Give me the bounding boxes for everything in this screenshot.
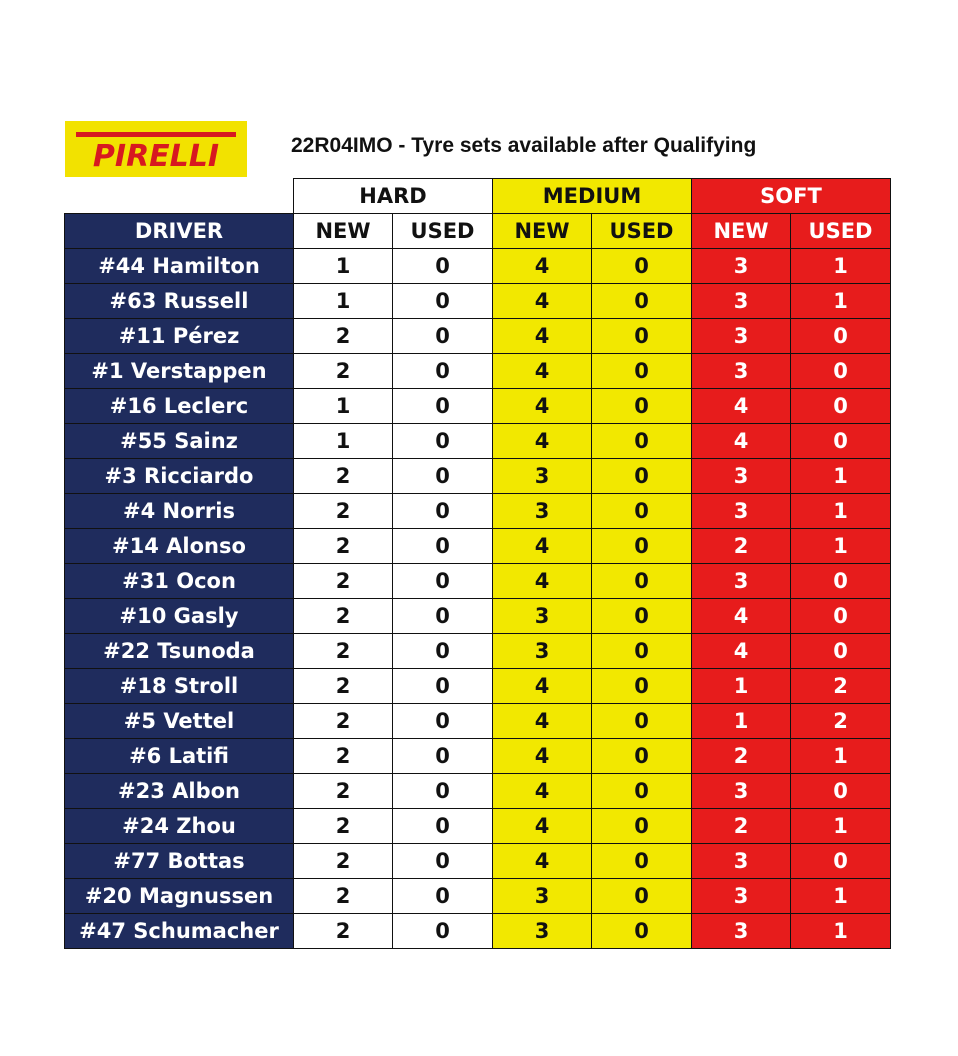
hard-used-cell: 0: [393, 529, 493, 564]
soft-new-cell: 4: [692, 599, 791, 634]
table-row: [65, 564, 891, 599]
table-row: [65, 354, 891, 389]
column-header-driver: DRIVER: [65, 214, 294, 249]
table-row: [65, 424, 891, 459]
soft-new-cell: 1: [692, 704, 791, 739]
compound-header-row: [65, 179, 891, 214]
driver-name: #18 Stroll: [65, 669, 294, 704]
compound-header-medium: MEDIUM: [493, 179, 692, 214]
table-row: [65, 529, 891, 564]
medium-used-cell: 0: [592, 914, 692, 949]
soft-used-cell: 0: [791, 634, 891, 669]
column-header-hard-used: USED: [393, 214, 493, 249]
hard-used-cell: 0: [393, 599, 493, 634]
hard-used-cell: 0: [393, 284, 493, 319]
medium-used-cell: 0: [592, 389, 692, 424]
page-title: 22R04IMO - Tyre sets available after Qualifying: [291, 134, 757, 157]
header-spacer: [65, 179, 294, 214]
soft-used-cell: 2: [791, 669, 891, 704]
soft-new-cell: 3: [692, 284, 791, 319]
pirelli-logo-wordmark: [74, 129, 238, 169]
driver-name: #3 Ricciardo: [65, 459, 294, 494]
hard-new-cell: 2: [294, 599, 393, 634]
hard-new-cell: 2: [294, 319, 393, 354]
hard-new-cell: 1: [294, 284, 393, 319]
soft-new-cell: 3: [692, 844, 791, 879]
medium-new-cell: 4: [493, 669, 592, 704]
medium-used-cell: 0: [592, 669, 692, 704]
table-row: [65, 844, 891, 879]
driver-name: #10 Gasly: [65, 599, 294, 634]
medium-new-cell: 4: [493, 564, 592, 599]
table-row: [65, 914, 891, 949]
driver-name: #31 Ocon: [65, 564, 294, 599]
table-row: [65, 459, 891, 494]
medium-new-cell: 4: [493, 284, 592, 319]
soft-new-cell: 2: [692, 739, 791, 774]
driver-name: #5 Vettel: [65, 704, 294, 739]
driver-name: #11 Pérez: [65, 319, 294, 354]
medium-used-cell: 0: [592, 739, 692, 774]
driver-name: #16 Leclerc: [65, 389, 294, 424]
medium-new-cell: 3: [493, 879, 592, 914]
medium-used-cell: 0: [592, 704, 692, 739]
hard-new-cell: 2: [294, 529, 393, 564]
hard-used-cell: 0: [393, 879, 493, 914]
medium-new-cell: 4: [493, 389, 592, 424]
soft-new-cell: 3: [692, 914, 791, 949]
table-row: [65, 669, 891, 704]
soft-used-cell: 1: [791, 529, 891, 564]
hard-used-cell: 0: [393, 634, 493, 669]
driver-name: #6 Latifi: [65, 739, 294, 774]
medium-new-cell: 4: [493, 739, 592, 774]
driver-name: #44 Hamilton: [65, 249, 294, 284]
column-header-hard-new: NEW: [294, 214, 393, 249]
medium-new-cell: 3: [493, 634, 592, 669]
soft-new-cell: 4: [692, 634, 791, 669]
table-row: [65, 494, 891, 529]
hard-new-cell: 2: [294, 494, 393, 529]
compound-header-soft: SOFT: [692, 179, 891, 214]
driver-name: #4 Norris: [65, 494, 294, 529]
hard-new-cell: 2: [294, 459, 393, 494]
medium-used-cell: 0: [592, 599, 692, 634]
column-header-medium-new: NEW: [493, 214, 592, 249]
hard-new-cell: 2: [294, 879, 393, 914]
driver-name: #63 Russell: [65, 284, 294, 319]
table-row: [65, 599, 891, 634]
hard-new-cell: 1: [294, 249, 393, 284]
driver-name: #22 Tsunoda: [65, 634, 294, 669]
soft-used-cell: 0: [791, 774, 891, 809]
soft-new-cell: 3: [692, 879, 791, 914]
hard-new-cell: 2: [294, 844, 393, 879]
hard-used-cell: 0: [393, 494, 493, 529]
hard-used-cell: 0: [393, 319, 493, 354]
table-row: [65, 319, 891, 354]
medium-new-cell: 3: [493, 914, 592, 949]
medium-new-cell: 4: [493, 809, 592, 844]
driver-name: #1 Verstappen: [65, 354, 294, 389]
soft-used-cell: 0: [791, 599, 891, 634]
soft-new-cell: 3: [692, 249, 791, 284]
hard-new-cell: 2: [294, 809, 393, 844]
soft-new-cell: 1: [692, 669, 791, 704]
soft-new-cell: 3: [692, 459, 791, 494]
driver-name: #24 Zhou: [65, 809, 294, 844]
hard-new-cell: 2: [294, 774, 393, 809]
hard-new-cell: 1: [294, 424, 393, 459]
medium-used-cell: 0: [592, 809, 692, 844]
hard-new-cell: 2: [294, 564, 393, 599]
medium-used-cell: 0: [592, 634, 692, 669]
hard-used-cell: 0: [393, 914, 493, 949]
soft-used-cell: 0: [791, 844, 891, 879]
hard-used-cell: 0: [393, 809, 493, 844]
soft-new-cell: 4: [692, 389, 791, 424]
medium-new-cell: 3: [493, 599, 592, 634]
medium-used-cell: 0: [592, 354, 692, 389]
column-header-soft-used: USED: [791, 214, 891, 249]
soft-new-cell: 2: [692, 529, 791, 564]
soft-used-cell: 2: [791, 704, 891, 739]
table-row: [65, 809, 891, 844]
pirelli-logo: [65, 121, 247, 177]
hard-used-cell: 0: [393, 564, 493, 599]
tyre-sets-table: [64, 178, 891, 949]
hard-new-cell: 2: [294, 739, 393, 774]
medium-new-cell: 4: [493, 319, 592, 354]
table-row: [65, 739, 891, 774]
table-row: [65, 284, 891, 319]
hard-used-cell: 0: [393, 844, 493, 879]
soft-new-cell: 3: [692, 319, 791, 354]
column-header-row: [65, 214, 891, 249]
soft-used-cell: 1: [791, 914, 891, 949]
compound-header-hard: HARD: [294, 179, 493, 214]
driver-name: #55 Sainz: [65, 424, 294, 459]
table-row: [65, 879, 891, 914]
medium-new-cell: 4: [493, 844, 592, 879]
table-row: [65, 249, 891, 284]
hard-new-cell: 2: [294, 634, 393, 669]
medium-new-cell: 4: [493, 704, 592, 739]
logo-text: PIRELLI: [92, 139, 220, 169]
medium-used-cell: 0: [592, 319, 692, 354]
driver-name: #47 Schumacher: [65, 914, 294, 949]
driver-name: #23 Albon: [65, 774, 294, 809]
hard-used-cell: 0: [393, 249, 493, 284]
hard-used-cell: 0: [393, 774, 493, 809]
driver-rows: [65, 249, 891, 949]
medium-used-cell: 0: [592, 844, 692, 879]
medium-used-cell: 0: [592, 564, 692, 599]
medium-new-cell: 4: [493, 354, 592, 389]
soft-used-cell: 1: [791, 879, 891, 914]
medium-used-cell: 0: [592, 424, 692, 459]
hard-used-cell: 0: [393, 389, 493, 424]
driver-name: #20 Magnussen: [65, 879, 294, 914]
soft-used-cell: 0: [791, 389, 891, 424]
medium-new-cell: 3: [493, 459, 592, 494]
medium-used-cell: 0: [592, 529, 692, 564]
medium-used-cell: 0: [592, 284, 692, 319]
table-row: [65, 389, 891, 424]
soft-used-cell: 1: [791, 494, 891, 529]
soft-used-cell: 1: [791, 459, 891, 494]
column-header-soft-new: NEW: [692, 214, 791, 249]
table-row: [65, 704, 891, 739]
medium-new-cell: 4: [493, 529, 592, 564]
column-header-medium-used: USED: [592, 214, 692, 249]
soft-used-cell: 0: [791, 424, 891, 459]
hard-used-cell: 0: [393, 459, 493, 494]
soft-new-cell: 2: [692, 809, 791, 844]
soft-new-cell: 3: [692, 494, 791, 529]
soft-new-cell: 4: [692, 424, 791, 459]
soft-new-cell: 3: [692, 564, 791, 599]
hard-new-cell: 2: [294, 354, 393, 389]
soft-used-cell: 1: [791, 739, 891, 774]
hard-new-cell: 2: [294, 704, 393, 739]
medium-used-cell: 0: [592, 774, 692, 809]
hard-used-cell: 0: [393, 704, 493, 739]
table-row: [65, 634, 891, 669]
hard-new-cell: 1: [294, 389, 393, 424]
soft-used-cell: 0: [791, 354, 891, 389]
medium-new-cell: 3: [493, 494, 592, 529]
soft-used-cell: 0: [791, 319, 891, 354]
soft-used-cell: 1: [791, 249, 891, 284]
medium-new-cell: 4: [493, 249, 592, 284]
soft-new-cell: 3: [692, 774, 791, 809]
medium-used-cell: 0: [592, 459, 692, 494]
hard-used-cell: 0: [393, 354, 493, 389]
medium-used-cell: 0: [592, 249, 692, 284]
soft-new-cell: 3: [692, 354, 791, 389]
hard-used-cell: 0: [393, 739, 493, 774]
table-row: [65, 774, 891, 809]
medium-used-cell: 0: [592, 494, 692, 529]
hard-new-cell: 2: [294, 914, 393, 949]
soft-used-cell: 1: [791, 284, 891, 319]
driver-name: #77 Bottas: [65, 844, 294, 879]
soft-used-cell: 0: [791, 564, 891, 599]
medium-used-cell: 0: [592, 879, 692, 914]
hard-used-cell: 0: [393, 424, 493, 459]
soft-used-cell: 1: [791, 809, 891, 844]
hard-used-cell: 0: [393, 669, 493, 704]
driver-name: #14 Alonso: [65, 529, 294, 564]
hard-new-cell: 2: [294, 669, 393, 704]
medium-new-cell: 4: [493, 424, 592, 459]
medium-new-cell: 4: [493, 774, 592, 809]
